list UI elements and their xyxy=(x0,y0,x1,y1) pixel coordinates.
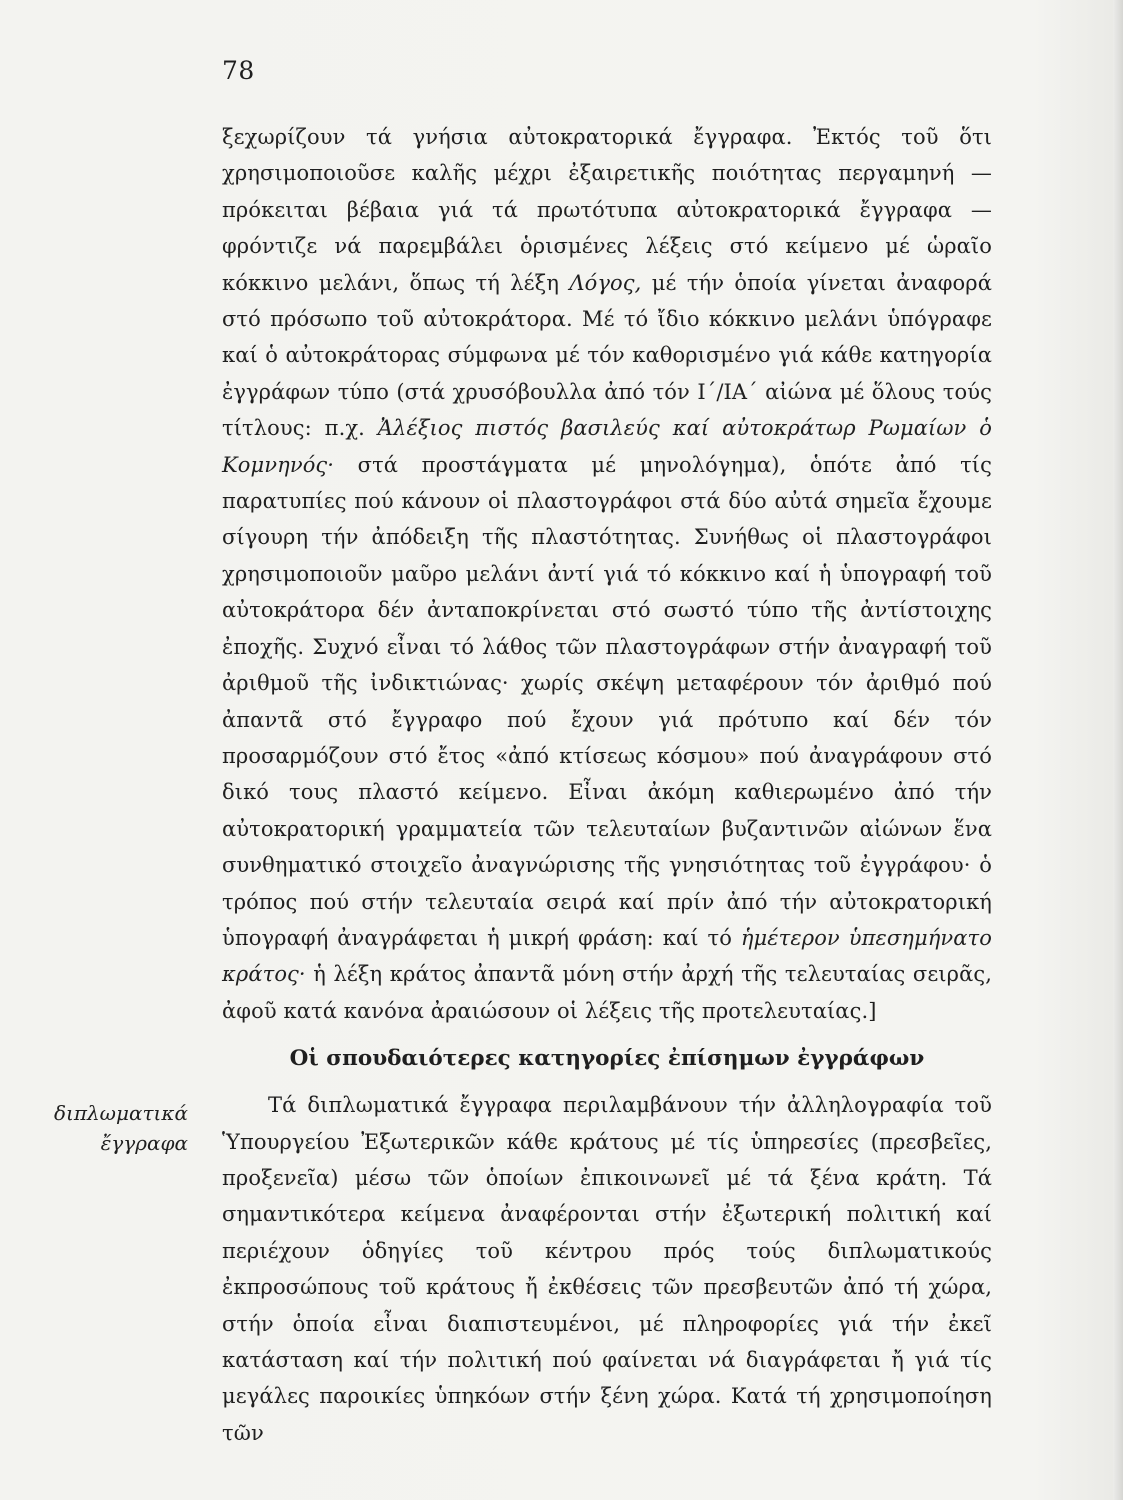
margin-note-line-2: ἔγγραφα xyxy=(100,1131,188,1155)
margin-note-line-1: διπλωματικά xyxy=(53,1101,188,1125)
text-run: στά προστάγματα μέ μηνολόγημα), ὁπότε ἀπό τίς παρατυπίες πού κάνουν οἱ πλαστογράφοι στά δύο αὐτά σημεῖα ἔχουμε σίγουρη τήν ἀπόδειξη τῆς πλαστότητας. Συνήθως οἱ πλαστογράφοι χρησιμοποιοῦν μαῦρο μελάνι ἀντί γιά τό κόκκινο καί ἡ ὑπογραφή τοῦ αὐτοκράτορα δέν ἀνταποκρίνεται στό σωστό τύπο τῆς ἀντίστοιχης ἐποχῆς. Συχνό εἶναι τό λάθος τῶν πλαστογράφων στήν ἀναγραφή τοῦ ἀριθμοῦ τῆς ἰνδικτιώνας· χωρίς σκέψη μεταφέρουν τόν ἀριθμό πού ἀπαντᾶ στό ἔγγραφο πού ἔχουν γιά πρότυπο καί δέν τόν προσαρμόζουν στό ἔτος «ἀπό κτίσεως κόσμου» πού ἀναγράφουν στό δικό τους πλαστό κείμενο. Εἶναι ἀκόμη καθιερωμένο ἀπό τήν αὐτοκρατορική γραμματεία τῶν τελευταίων βυζαντινῶν αἰώνων ἕνα συνθηματικό στοιχεῖο ἀναγνώρισης τῆς γνησιότητας τοῦ ἐγγράφου· ὁ τρόπος πού στήν τελευταία σειρά καί πρίν ἀπό τήν αὐτοκρατορική ὑπογραφή ἀναγράφεται ἡ μικρή φράση: καί τό xyxy=(222,452,992,950)
margin-note xyxy=(20,1098,188,1158)
italic-formula: ἡμέτερον ὑπεσημήνατο κράτος· xyxy=(222,925,992,987)
page-number: 78 xyxy=(222,56,255,85)
main-text-column xyxy=(222,119,992,1451)
paragraph-diplomatic-documents: Τά διπλωματικά ἔγγραφα περιλαμβάνουν τήν ἀλληλογραφία τοῦ Ὑπουργείου Ἐξωτερικῶν κάθε κράτους μέ τίς ὑπηρεσίες (πρεσβεῖες, προξενεῖα) μέσω τῶν ὁποίων ἐπικοινωνεῖ μέ τά ξένα κράτη. Τά σημαντικότερα κείμενα ἀναφέρονται στήν ἐξωτερική πολιτική καί περιέχουν ὁδηγίες τοῦ κέντρου πρός τούς διπλωματικούς ἐκπροσώπους τοῦ κράτους ἤ ἐκθέσεις τῶν πρεσβευτῶν ἀπό τή χώρα, στήν ὁποία εἶναι διαπιστευμένοι, μέ πληροφορίες γιά τήν ἐκεῖ κατάσταση καί τήν πολιτική πού φαίνεται νά διαγράφεται ἤ γιά τίς μεγάλες παροικίες ὑπηκόων στήν ξένη χώρα. Κατά τή χρησιμοποίηση τῶν xyxy=(222,1093,992,1445)
text-run: μέ τήν ὁποία γίνεται ἀναφορά στό πρόσωπο τοῦ αὐτοκράτορα. Μέ τό ἴδιο κόκκινο μελάνι ὑπόγραφε καί ὁ αὐτοκράτορας σύμφωνα μέ τόν καθορισμένο γιά κάθε κατηγορία ἐγγράφων τύπο (στά χρυσόβουλλα ἀπό τόν Ι΄/ΙΑ΄ αἰώνα μέ ὅλους τούς τίτλους: π.χ. xyxy=(222,270,992,441)
text-run: ξεχωρίζουν τά γνήσια αὐτοκρατορικά ἔγγραφα. Ἐκτός τοῦ ὅτι χρησιμοποιοῦσε καλῆς μέχρι ἐξαιρετικῆς ποιότητας περγαμηνή — πρόκειται βέβαια γιά τά πρωτότυπα αὐτοκρατορικά ἔγγραφα — φρόντιζε νά παρεμβάλει ὁρισμένες λέξεις στό κείμενο μέ ὡραῖο κόκκινο μελάνι, ὅπως τή λέξη xyxy=(222,125,992,295)
paragraph-continued xyxy=(222,119,992,1029)
section-heading: Οἱ σπουδαιότερες κατηγορίες ἐπίσημων ἐγγράφων xyxy=(289,1046,925,1072)
italic-formula: Ἀλέξιος πιστός βασιλεύς καί αὐτοκράτωρ Ρωμαίων ὁ Κομνηνός· xyxy=(222,416,992,477)
page-edge-shadow xyxy=(1113,0,1123,1500)
text-run: ἡ λέξη κράτος ἀπαντᾶ μόνη στήν ἀρχή τῆς τελευταίας σειρᾶς, ἀφοῦ κατά κανόνα ἀραιώσουν οἱ λέξεις τῆς προτελευταίας.] xyxy=(222,962,992,1023)
italic-term: Λόγος, xyxy=(569,270,642,295)
